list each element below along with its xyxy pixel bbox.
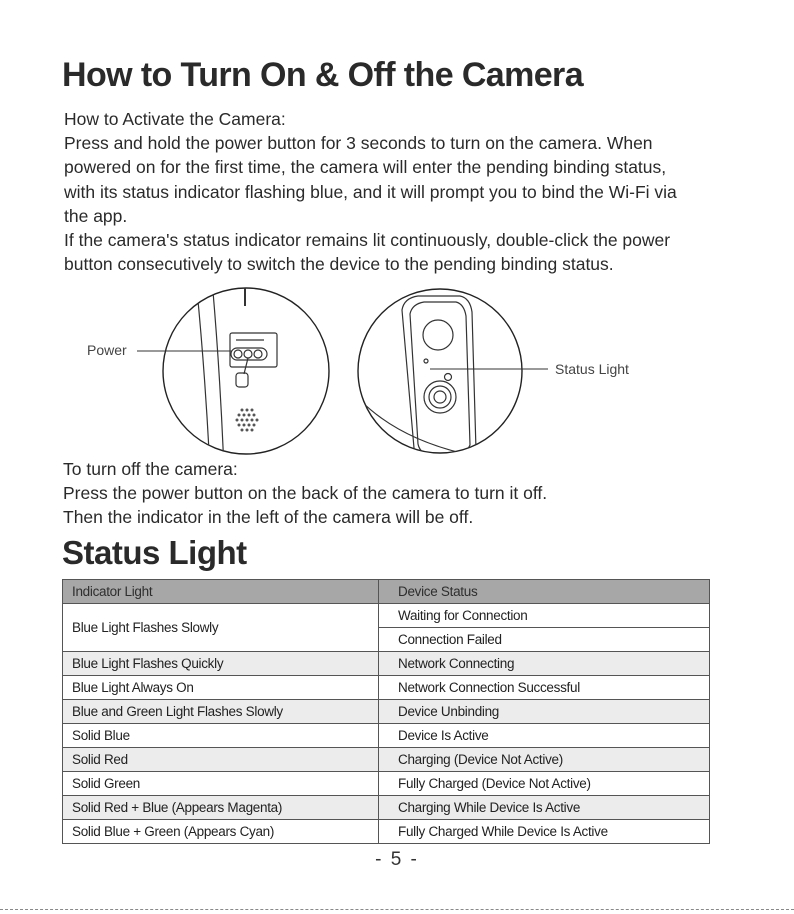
- table-cell-status: Waiting for Connection: [379, 604, 710, 628]
- activate-line: How to Activate the Camera:: [64, 109, 286, 129]
- table-row: [63, 820, 710, 844]
- activate-instructions: [64, 107, 677, 276]
- activate-line: Press and hold the power button for 3 seconds to turn on the camera. When: [64, 133, 653, 154]
- table-cell-status: Network Connection Successful: [379, 676, 710, 700]
- table-cell-indicator: Solid Blue: [63, 724, 379, 748]
- table-cell-status: Device Unbinding: [379, 700, 710, 724]
- activate-line: powered on for the first time, the camera will enter the pending binding status,: [64, 157, 667, 178]
- table-cell-status: Fully Charged While Device Is Active: [379, 820, 710, 844]
- camera-illustration: [0, 280, 794, 470]
- camera-figure: [0, 280, 794, 470]
- activate-line: with its status indicator flashing blue, and it will prompt you to bind the Wi-Fi via: [64, 181, 677, 202]
- activate-line: the app.: [64, 205, 128, 226]
- activate-line: If the camera's status indicator remains lit continuously, double-click the power: [64, 230, 671, 251]
- table-cell-status: Fully Charged (Device Not Active): [379, 772, 710, 796]
- table-cell-status: Network Connecting: [379, 652, 710, 676]
- page-number: - 5 -: [375, 849, 419, 870]
- table-cell-indicator: Blue and Green Light Flashes Slowly: [63, 700, 379, 724]
- table-cell-status: Charging (Device Not Active): [379, 748, 710, 772]
- header-indicator-light: Indicator Light: [63, 580, 379, 604]
- turn-off-instructions: [63, 457, 547, 530]
- camera-back-illustration: [137, 280, 329, 470]
- camera-front-illustration: [358, 289, 548, 462]
- header-device-status: Device Status: [379, 580, 710, 604]
- activate-line: button consecutively to switch the device to the pending binding status.: [64, 254, 614, 275]
- table-row: [63, 700, 710, 724]
- table-cell-indicator: Blue Light Always On: [63, 676, 379, 700]
- table-cell-status: Connection Failed: [379, 628, 710, 652]
- status-light-table: [62, 579, 710, 844]
- table-cell-status: Charging While Device Is Active: [379, 796, 710, 820]
- page-title: How to Turn On & Off the Camera: [62, 56, 584, 94]
- table-row: [63, 796, 710, 820]
- table-cell-indicator: Blue Light Flashes Quickly: [63, 652, 379, 676]
- section-title: Status Light: [62, 534, 247, 571]
- status-light-label: Status Light: [555, 361, 629, 377]
- table-cell-indicator: Solid Green: [63, 772, 379, 796]
- table-row: [63, 652, 710, 676]
- table-header-row: [63, 580, 710, 604]
- table-cell-indicator: Solid Red + Blue (Appears Magenta): [63, 796, 379, 820]
- table-row: [63, 604, 710, 628]
- table-cell-status: Device Is Active: [379, 724, 710, 748]
- turn-off-line: Then the indicator in the left of the camera will be off.: [63, 507, 474, 528]
- table-row: [63, 724, 710, 748]
- table-row: [63, 772, 710, 796]
- turn-off-line: To turn off the camera:: [63, 459, 238, 479]
- table-row: [63, 748, 710, 772]
- turn-off-line: Press the power button on the back of the camera to turn it off.: [63, 483, 548, 504]
- power-label: Power: [87, 342, 127, 358]
- table-cell-indicator: Blue Light Flashes Slowly: [63, 604, 379, 652]
- table-cell-indicator: Solid Red: [63, 748, 379, 772]
- bottom-divider: [0, 909, 794, 910]
- table-cell-indicator: Solid Blue + Green (Appears Cyan): [63, 820, 379, 844]
- table-row: [63, 676, 710, 700]
